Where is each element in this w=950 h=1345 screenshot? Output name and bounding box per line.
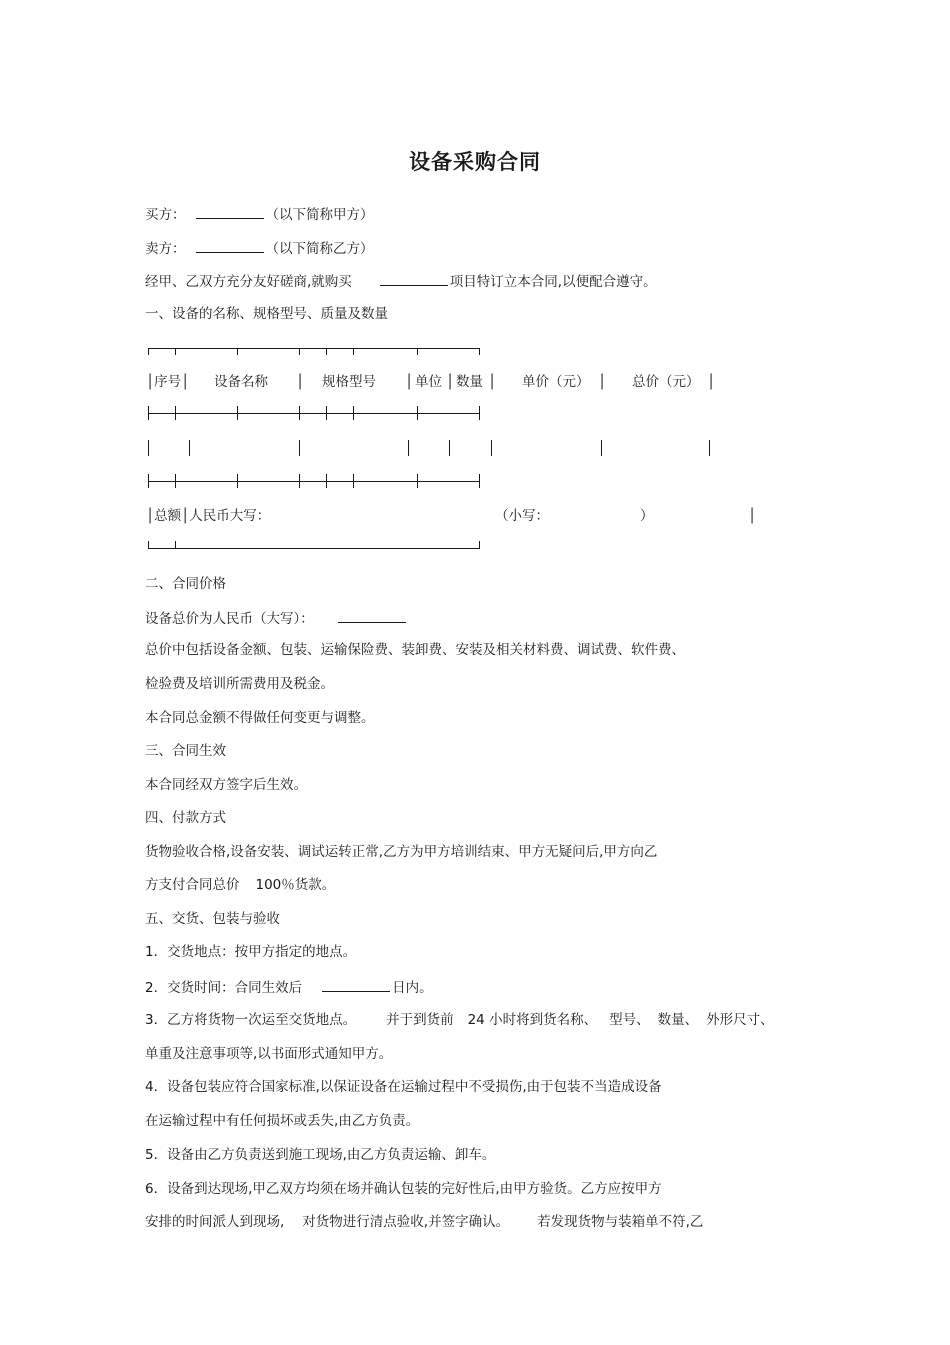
table-bottom-rule bbox=[148, 548, 480, 549]
table-tick bbox=[148, 541, 149, 549]
delivery-item-3-line-1 bbox=[145, 1011, 774, 1029]
table-tick bbox=[148, 474, 149, 488]
delivery-item-4-line-2: 在运输过程中有任何损坏或丢失,由乙方负责。 bbox=[145, 1113, 420, 1129]
effective-line: 本合同经双方签字后生效。 bbox=[145, 777, 307, 793]
item3-text-b: 并于到货前 bbox=[386, 1012, 454, 1028]
buyer-label: 买方： bbox=[145, 207, 186, 223]
delivery-item-2 bbox=[145, 977, 433, 997]
delivery-item-1: 1．交货地点：按甲方指定的地点。 bbox=[145, 944, 357, 960]
cell-sep: │ bbox=[146, 508, 155, 524]
data-row-sep bbox=[189, 440, 190, 456]
cell-sep: │ bbox=[181, 508, 190, 524]
document-title: 设备采购合同 bbox=[409, 150, 541, 174]
item3-text-a: 3．乙方将货物一次运至交货地点。 bbox=[145, 1012, 357, 1028]
table-tick bbox=[479, 474, 480, 488]
intro-text-1: 经甲、乙双方充分友好磋商,就购买 bbox=[145, 274, 352, 290]
section-1-heading: 一、设备的名称、规格型号、质量及数量 bbox=[145, 306, 388, 322]
total-row bbox=[146, 507, 270, 525]
data-row-sep bbox=[491, 440, 492, 456]
table-tick bbox=[479, 406, 480, 420]
rmb-lower-close: ） bbox=[640, 508, 654, 524]
header-spec-model: 规格型号 bbox=[322, 374, 376, 390]
table-tick bbox=[299, 474, 300, 488]
buyer-note: （以下简称甲方） bbox=[265, 207, 374, 223]
table-header-row bbox=[146, 373, 189, 391]
buyer-blank[interactable] bbox=[196, 204, 264, 219]
buyer-line bbox=[145, 204, 374, 224]
cell-sep: │ bbox=[488, 374, 497, 390]
cell-sep: │ bbox=[748, 508, 757, 524]
cell-sep: │ bbox=[405, 374, 414, 390]
price-fixed-line: 本合同总金额不得做任何变更与调整。 bbox=[145, 710, 375, 726]
price-include-line-1: 总价中包括设备金额、包装、运输保险费、装卸费、安装及相关材料费、调试费、软件费、 bbox=[145, 642, 685, 658]
item3-text-f: 外形尺寸、 bbox=[706, 1012, 774, 1028]
header-unit: 单位 bbox=[415, 374, 442, 390]
price-total-line bbox=[145, 608, 408, 628]
delivery-item-6-line-2 bbox=[145, 1213, 703, 1231]
table-tick bbox=[326, 348, 327, 355]
table-row-rule bbox=[148, 481, 480, 482]
data-row-sep bbox=[299, 440, 300, 456]
data-row-sep bbox=[601, 440, 602, 456]
price-total-blank[interactable] bbox=[338, 608, 406, 623]
data-row-sep bbox=[709, 440, 710, 456]
table-top-rule bbox=[148, 348, 480, 349]
table-tick bbox=[353, 474, 354, 488]
table-tick bbox=[237, 348, 238, 355]
payment-line-2 bbox=[145, 876, 335, 894]
table-tick bbox=[417, 348, 418, 355]
data-row-sep bbox=[148, 440, 149, 456]
seller-label: 卖方： bbox=[145, 241, 186, 257]
table-row-rule bbox=[148, 413, 480, 414]
data-row-sep bbox=[449, 440, 450, 456]
delivery-time-suffix: 日内。 bbox=[392, 980, 433, 996]
table-tick bbox=[148, 406, 149, 420]
cell-sep: │ bbox=[598, 374, 607, 390]
header-total-price: 总价（元） bbox=[632, 374, 700, 390]
cell-sep: │ bbox=[181, 374, 190, 390]
table-tick bbox=[353, 406, 354, 420]
header-equipment-name: 设备名称 bbox=[214, 374, 268, 390]
intro-text-2: 项目特订立本合同,以便配合遵守。 bbox=[449, 274, 657, 290]
data-row-sep bbox=[408, 440, 409, 456]
total-label: 总额 bbox=[154, 508, 182, 524]
delivery-item-3-line-2: 单重及注意事项等,以书面形式通知甲方。 bbox=[145, 1046, 393, 1062]
price-total-label: 设备总价为人民币（大写）： bbox=[145, 611, 314, 627]
item6-text-c: 若发现货物与装箱单不符,乙 bbox=[537, 1214, 704, 1230]
table-tick bbox=[326, 406, 327, 420]
table-tick bbox=[353, 348, 354, 355]
item3-text-d: 型号、 bbox=[609, 1012, 650, 1028]
delivery-item-4-line-1: 4．设备包装应符合国家标准,以保证设备在运输过程中不受损伤,由于包装不当造成设备 bbox=[145, 1079, 662, 1095]
header-unit-price: 单价（元） bbox=[522, 374, 590, 390]
section-4-heading: 四、付款方式 bbox=[145, 810, 226, 826]
cell-sep: │ bbox=[146, 374, 155, 390]
cell-sep: │ bbox=[296, 374, 305, 390]
cell-sep: │ bbox=[446, 374, 455, 390]
table-tick bbox=[175, 348, 176, 355]
item3-text-c: 24 小时将到货名称、 bbox=[467, 1012, 598, 1028]
seller-line bbox=[145, 238, 374, 258]
item3-text-e: 数量、 bbox=[657, 1012, 699, 1028]
table-tick bbox=[237, 474, 238, 488]
table-tick bbox=[299, 348, 300, 355]
rmb-upper-label: 人民币大写： bbox=[189, 508, 271, 524]
header-index: 序号 bbox=[154, 374, 182, 390]
intro-line bbox=[145, 271, 657, 291]
table-tick bbox=[417, 474, 418, 488]
table-tick bbox=[237, 406, 238, 420]
payment-text: 方支付合同总价 bbox=[145, 877, 240, 893]
price-include-line-2: 检验费及培训所需费用及税金。 bbox=[145, 676, 334, 692]
cell-sep: │ bbox=[707, 374, 716, 390]
table-tick bbox=[479, 541, 480, 549]
section-5-heading: 五、交货、包装与验收 bbox=[145, 911, 280, 927]
table-tick bbox=[299, 406, 300, 420]
payment-percent: 100％货款。 bbox=[255, 877, 336, 893]
table-tick bbox=[175, 541, 176, 549]
table-tick bbox=[175, 406, 176, 420]
item6-text-b: 对货物进行清点验收,并签字确认。 bbox=[302, 1214, 510, 1230]
table-tick bbox=[326, 474, 327, 488]
seller-blank[interactable] bbox=[196, 238, 264, 253]
project-blank[interactable] bbox=[380, 271, 448, 286]
item6-text-a: 安排的时间派人到现场, bbox=[145, 1214, 285, 1230]
section-3-heading: 三、合同生效 bbox=[145, 743, 226, 759]
delivery-days-blank[interactable] bbox=[322, 977, 390, 992]
delivery-item-6-line-1: 6．设备到达现场,甲乙双方均须在场并确认包装的完好性后,由甲方验货。乙方应按甲方 bbox=[145, 1181, 662, 1197]
table-tick bbox=[175, 474, 176, 488]
table-tick bbox=[417, 406, 418, 420]
seller-note: （以下简称乙方） bbox=[265, 241, 374, 257]
table-top-ticks bbox=[148, 348, 149, 355]
rmb-lower-open: （小写： bbox=[495, 508, 549, 524]
header-quantity: 数量 bbox=[456, 374, 483, 390]
delivery-time-label: 2．交货时间：合同生效后 bbox=[145, 980, 303, 996]
delivery-item-5: 5．设备由乙方负责送到施工现场,由乙方负责运输、卸车。 bbox=[145, 1147, 496, 1163]
payment-line-1: 货物验收合格,设备安装、调试运转正常,乙方为甲方培训结束、甲方无疑问后,甲方向乙 bbox=[145, 844, 658, 860]
table-tick bbox=[479, 348, 480, 355]
section-2-heading: 二、合同价格 bbox=[145, 576, 226, 592]
